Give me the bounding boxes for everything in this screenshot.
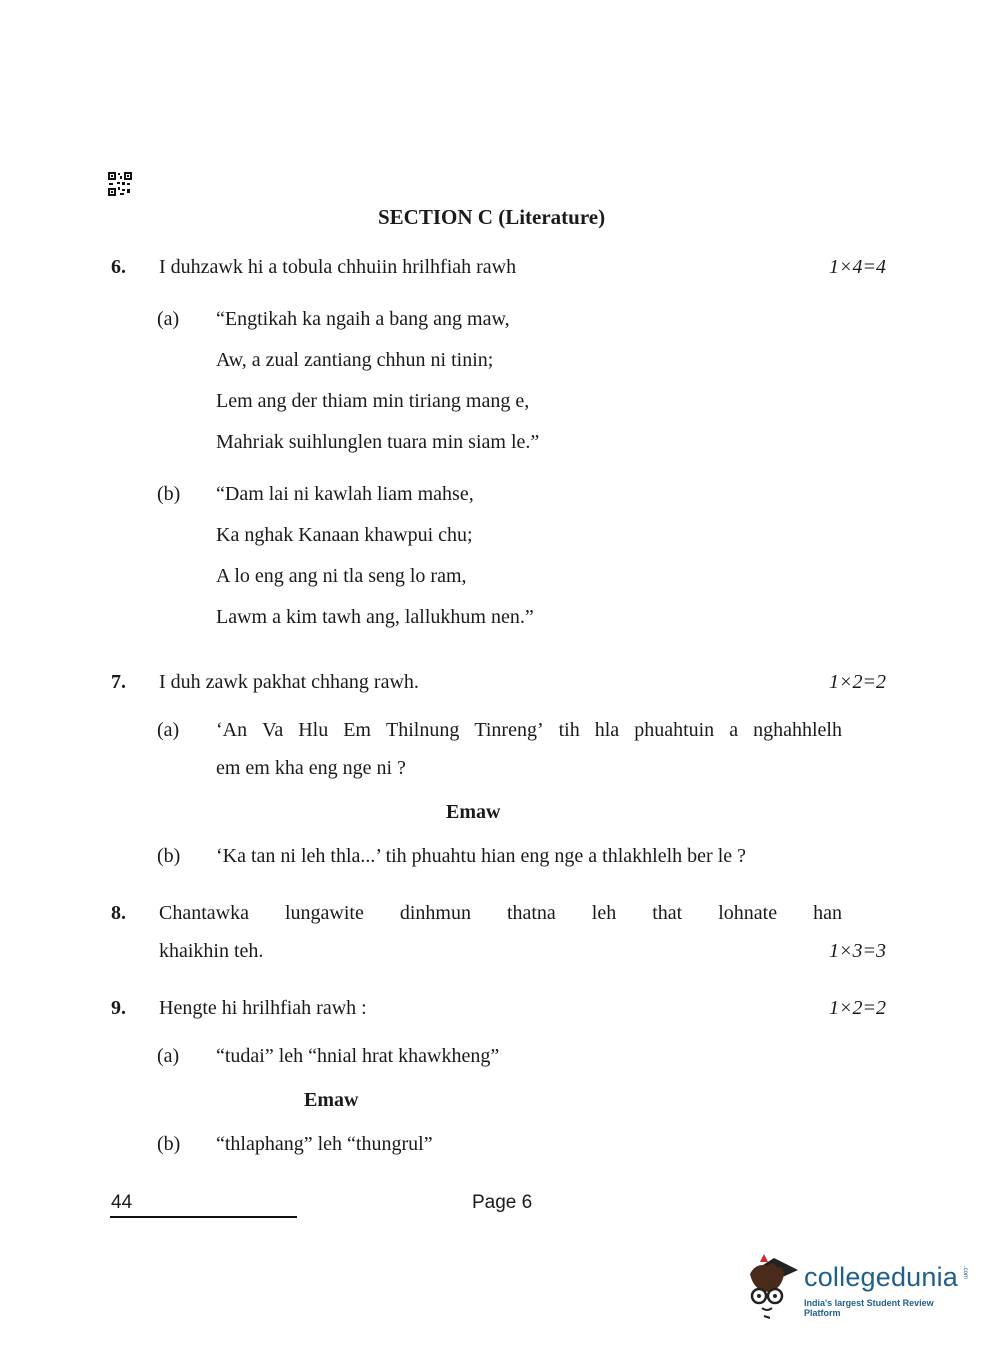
- poem-line: “Dam lai ni kawlah liam mahse,: [216, 483, 474, 505]
- word: han: [813, 902, 842, 924]
- poem-line: Aw, a zual zantiang chhun ni tinin;: [216, 349, 494, 371]
- part-label: (a): [157, 308, 180, 330]
- mascot-icon: [742, 1250, 802, 1320]
- part-label: (a): [157, 719, 180, 741]
- or-separator: Emaw: [304, 1089, 359, 1111]
- word: Va: [262, 719, 284, 741]
- page-code: 44: [111, 1192, 133, 1213]
- question-text: “tudai” leh “hnial hrat khawkheng”: [216, 1045, 500, 1067]
- question-text-continued: khaikhin teh.: [159, 940, 264, 962]
- word: thatna: [506, 902, 556, 924]
- part-label: (b): [157, 845, 181, 867]
- question-text: I duh zawk pakhat chhang rawh.: [159, 671, 419, 693]
- part-label: (b): [157, 1133, 181, 1155]
- question-text: ‘Ka tan ni leh thla...’ tih phuahtu hian eng nge a thlakhlelh ber le ?: [216, 845, 747, 867]
- justified-line: [216, 719, 842, 742]
- word: lohnate: [718, 902, 778, 924]
- poem-line: Mahriak suihlunglen tuara min siam le.”: [216, 431, 540, 453]
- qr-code-icon: [108, 172, 132, 196]
- logo-wordmark: collegedunia: [804, 1262, 959, 1292]
- word: Thilnung: [386, 719, 460, 741]
- or-separator: Emaw: [446, 801, 501, 823]
- word: a: [729, 719, 739, 741]
- question-text-continued: em em kha eng nge ni ?: [216, 757, 406, 779]
- question-text: Hengte hi hrilhfiah rawh :: [159, 997, 367, 1019]
- word: that: [652, 902, 683, 924]
- word: lungawite: [284, 902, 364, 924]
- question-marks: 1×2=2: [829, 671, 886, 693]
- poem-line: Ka nghak Kanaan khawpui chu;: [216, 524, 473, 546]
- word: Tinreng’: [474, 719, 544, 741]
- word: leh: [591, 902, 617, 924]
- page-number: Page 6: [472, 1192, 533, 1213]
- question-number: 7.: [111, 671, 126, 693]
- justified-line: [159, 902, 842, 925]
- word: phuahtuin: [634, 719, 715, 741]
- question-number: 8.: [111, 902, 126, 924]
- logo-tagline: India's largest Student Review Platform: [804, 1298, 934, 1318]
- word: dinhmun: [399, 902, 471, 924]
- question-marks: 1×4=4: [829, 256, 886, 278]
- poem-line: “Engtikah ka ngaih a bang ang maw,: [216, 308, 510, 330]
- word: tih: [558, 719, 580, 741]
- word: Hlu: [298, 719, 329, 741]
- question-number: 6.: [111, 256, 126, 278]
- question-text: I duhzawk hi a tobula chhuiin hrilhfiah rawh: [159, 256, 517, 278]
- poem-line: Lawm a kim tawh ang, lallukhum nen.”: [216, 606, 534, 628]
- part-label: (a): [157, 1045, 180, 1067]
- question-text: “thlaphang” leh “thungrul”: [216, 1133, 433, 1155]
- poem-line: A lo eng ang ni tla seng lo ram,: [216, 565, 467, 587]
- poem-line: Lem ang der thiam min tiriang mang e,: [216, 390, 530, 412]
- word: Em: [343, 719, 371, 741]
- question-marks: 1×3=3: [829, 940, 886, 962]
- question-marks: 1×2=2: [829, 997, 886, 1019]
- word: hla: [594, 719, 620, 741]
- word: ‘An: [216, 719, 248, 741]
- question-number: 9.: [111, 997, 126, 1019]
- footer-rule: [110, 1216, 297, 1218]
- section-title: SECTION C (Literature): [378, 205, 606, 229]
- word: nghahhlelh: [753, 719, 842, 741]
- logo-suffix: .com: [962, 1266, 968, 1280]
- collegedunia-logo: [742, 1250, 968, 1320]
- word: Chantawka: [159, 902, 249, 924]
- part-label: (b): [157, 483, 181, 505]
